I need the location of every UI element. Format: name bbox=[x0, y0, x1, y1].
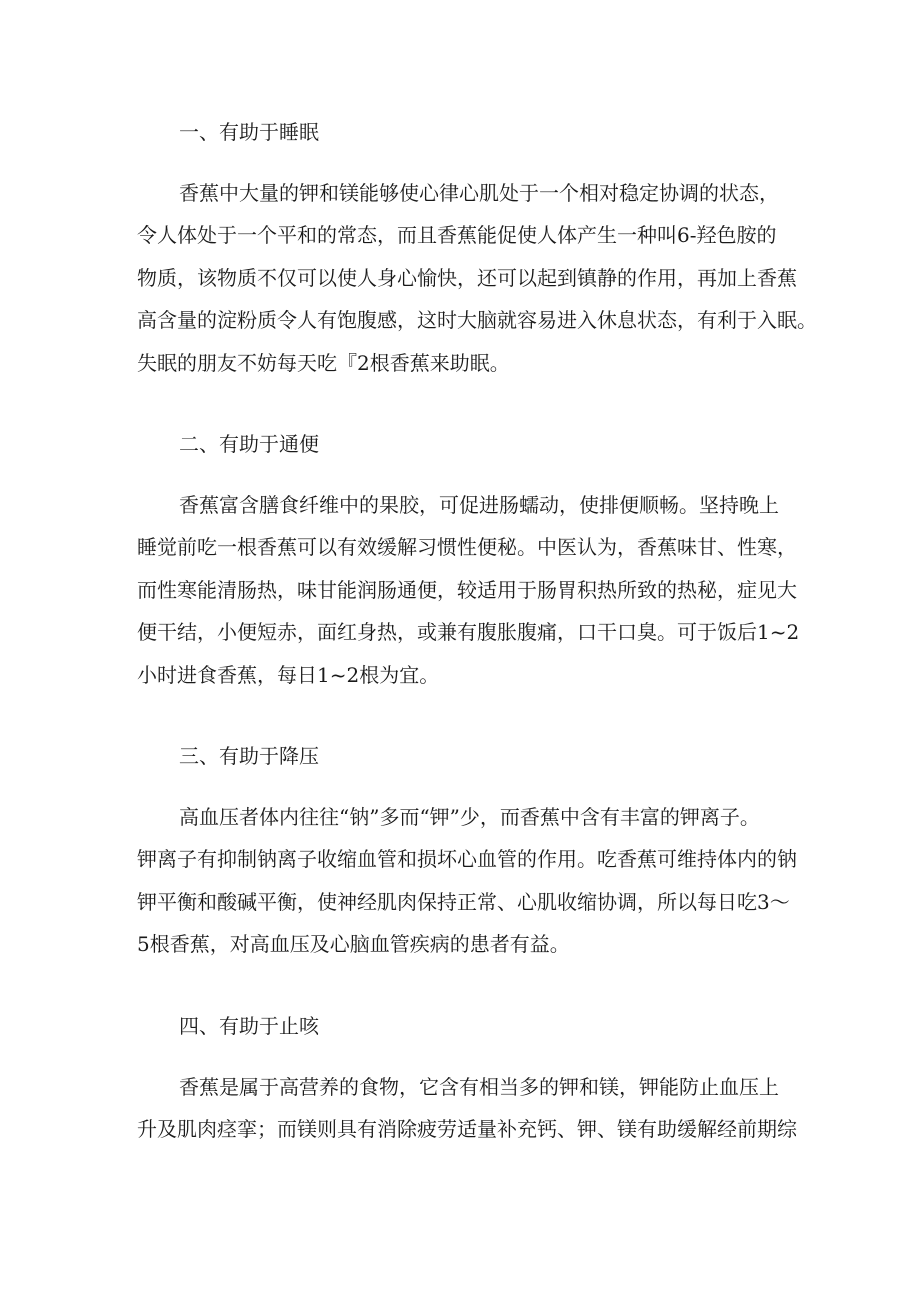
paragraph-line: 令人体处于一个平和的常态，而且香蕉能促使人体产生一种叫6-羟色胺的 bbox=[137, 223, 777, 248]
paragraph-line: 5根香蕉，对高血压及心脑血管疾病的患者有益。 bbox=[137, 932, 570, 957]
paragraph-line: 钾离子有抑制钠离子收缩血管和损坏心血管的作用。吃香蕉可维持体内的钠 bbox=[137, 847, 797, 872]
paragraph-line: 而性寒能清肠热，味甘能润肠通便，较适用于肠胃积热所致的热秘，症见大 bbox=[137, 577, 797, 602]
paragraph-line: 香蕉富含膳食纤维中的果胶，可促进肠蠕动，使排便顺畅。坚持晚上 bbox=[179, 493, 779, 517]
paragraph-line: 高含量的淀粉质令人有饱腹感，这时大脑就容易进入休息状态，有利于入眠。 bbox=[137, 308, 817, 333]
paragraph-line: 睡觉前吃一根香蕉可以有效缓解习惯性便秘。中医认为，香蕉味甘、性寒， bbox=[137, 535, 797, 560]
paragraph-line: 香蕉是属于高营养的食物，它含有相当多的钾和镁，钾能防止血压上 bbox=[179, 1075, 779, 1099]
paragraph-bowel bbox=[137, 493, 817, 705]
paragraph-line: 失眠的朋友不妨每天吃『2根香蕉来助眠。 bbox=[137, 350, 510, 375]
paragraph-line: 小时进食香蕉，每日1~2根为宜。 bbox=[137, 662, 440, 687]
paragraph-line: 物质，该物质不仅可以使人身心愉快，还可以起到镇静的作用，再加上香蕉 bbox=[137, 265, 797, 290]
paragraph-sleep bbox=[137, 181, 817, 393]
paragraph-line: 高血压者体内往往“钠”多而“钾”少，而香蕉中含有丰富的钾离子。 bbox=[179, 805, 760, 829]
paragraph-line: 香蕉中大量的钾和镁能够使心律心肌处于一个相对稳定协调的状态， bbox=[179, 181, 779, 205]
section-heading-sleep: 一、有助于睡眠 bbox=[179, 120, 319, 144]
paragraph-line: 便干结，小便短赤，面红身热，或兼有腹胀腹痛，口干口臭。可于饭后1~2 bbox=[137, 620, 800, 645]
section-heading-blood-pressure: 三、有助于降压 bbox=[179, 744, 319, 768]
section-heading-cough: 四、有助于止咳 bbox=[179, 1014, 319, 1038]
section-heading-bowel: 二、有助于通便 bbox=[179, 432, 319, 456]
paragraph-line: 钾平衡和酸碱平衡，使神经肌肉保持正常、心肌收缩协调，所以每日吃3～ bbox=[137, 889, 790, 914]
paragraph-line: 升及肌肉痉挛；而镁则具有消除疲劳适量补充钙、钾、镁有助缓解经前期综 bbox=[137, 1117, 797, 1142]
paragraph-blood-pressure bbox=[137, 805, 817, 975]
paragraph-cough bbox=[137, 1075, 817, 1160]
